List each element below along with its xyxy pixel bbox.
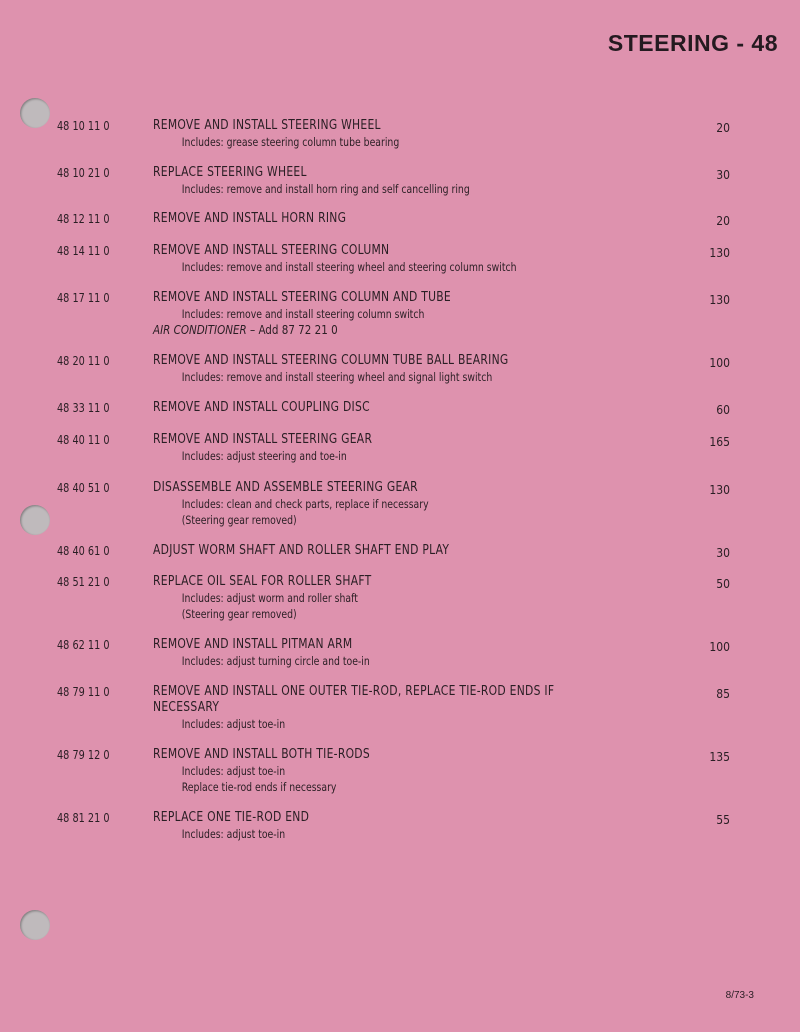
punch-hole <box>20 910 50 940</box>
operation-title: REMOVE AND INSTALL STEERING COLUMN TUBE BALL BEARING <box>153 353 509 368</box>
time-value: 135 <box>709 750 730 764</box>
operation-code: 48 79 11 0 <box>57 685 110 699</box>
operation-note: Includes: remove and install steering wheel and signal light switch <box>181 370 493 384</box>
operation-code: 48 12 11 0 <box>57 212 110 226</box>
operation-title: ADJUST WORM SHAFT AND ROLLER SHAFT END PLAY <box>153 543 450 558</box>
operation-code: 48 79 12 0 <box>57 748 110 762</box>
operation-title: REMOVE AND INSTALL STEERING WHEEL <box>153 118 381 133</box>
time-value: 50 <box>716 577 730 591</box>
page-reference: 8/73-3 <box>725 990 754 1001</box>
punch-hole <box>20 98 50 128</box>
time-value: 60 <box>716 403 730 417</box>
operation-note: Includes: adjust worm and roller shaft <box>181 591 358 605</box>
operation-title: REPLACE OIL SEAL FOR ROLLER SHAFT <box>153 574 372 589</box>
time-value: 55 <box>716 813 730 827</box>
punch-hole <box>20 505 50 535</box>
time-value: 30 <box>716 168 730 182</box>
operation-code: 48 17 11 0 <box>57 291 110 305</box>
operation-note: Includes: adjust toe-in <box>181 717 286 731</box>
operation-title: DISASSEMBLE AND ASSEMBLE STEERING GEAR <box>153 480 418 495</box>
operation-code: 48 14 11 0 <box>57 244 110 258</box>
time-value: 85 <box>716 687 730 701</box>
operation-title: REMOVE AND INSTALL ONE OUTER TIE-ROD, REPLACE TIE-ROD ENDS IF NECESSARY <box>153 684 555 715</box>
time-value: 20 <box>716 121 730 135</box>
operation-title: REMOVE AND INSTALL PITMAN ARM <box>153 637 353 652</box>
air-conditioner-text: – Add 87 72 21 0 <box>246 322 338 337</box>
operation-code: 48 10 11 0 <box>57 119 110 133</box>
operation-title: REMOVE AND INSTALL STEERING GEAR <box>153 432 373 447</box>
time-value: 130 <box>709 483 730 497</box>
operation-note: (Steering gear removed) <box>181 607 297 621</box>
operation-title: REMOVE AND INSTALL STEERING COLUMN AND TUBE <box>153 290 452 305</box>
operation-note: Includes: adjust toe-in <box>181 827 286 841</box>
operation-title: REPLACE ONE TIE-ROD END <box>153 810 310 825</box>
operation-note: Includes: adjust toe-in <box>181 764 286 778</box>
operation-code: 48 10 21 0 <box>57 166 110 180</box>
operation-note: Includes: remove and install steering column switch <box>181 307 425 321</box>
operation-code: 48 20 11 0 <box>57 354 110 368</box>
operation-note: Replace tie-rod ends if necessary <box>181 780 337 794</box>
operation-note: Includes: grease steering column tube bearing <box>181 135 400 149</box>
operation-title: REMOVE AND INSTALL STEERING COLUMN <box>153 243 390 258</box>
operation-note: Includes: remove and install steering wheel and steering column switch <box>181 260 517 274</box>
air-conditioner-label: AIR CONDITIONER <box>153 322 247 337</box>
operation-title: REMOVE AND INSTALL HORN RING <box>153 211 347 226</box>
operation-code: 48 33 11 0 <box>57 401 110 415</box>
operation-code: 48 40 61 0 <box>57 544 110 558</box>
operation-note: (Steering gear removed) <box>181 513 297 527</box>
operation-note: Includes: remove and install horn ring and self cancelling ring <box>181 182 470 196</box>
air-conditioner-note <box>153 322 604 338</box>
operation-code: 48 51 21 0 <box>57 575 110 589</box>
page-title: STEERING - 48 <box>607 30 778 56</box>
operation-code: 48 40 51 0 <box>57 481 110 495</box>
time-value: 165 <box>709 435 730 449</box>
operation-note: Includes: adjust steering and toe-in <box>181 449 347 463</box>
time-value: 100 <box>709 640 730 654</box>
operation-title: REPLACE STEERING WHEEL <box>153 165 307 180</box>
time-value: 130 <box>709 293 730 307</box>
operation-note: Includes: adjust turning circle and toe-in <box>181 654 370 668</box>
time-value: 30 <box>716 546 730 560</box>
operation-code: 48 40 11 0 <box>57 433 110 447</box>
time-value: 100 <box>709 356 730 370</box>
operation-title: REMOVE AND INSTALL BOTH TIE-RODS <box>153 747 370 762</box>
operation-code: 48 62 11 0 <box>57 638 110 652</box>
time-value: 20 <box>716 214 730 228</box>
operation-code: 48 81 21 0 <box>57 811 110 825</box>
time-value: 130 <box>709 246 730 260</box>
operation-title: REMOVE AND INSTALL COUPLING DISC <box>153 400 370 415</box>
operation-note: Includes: clean and check parts, replace if necessary <box>181 497 429 511</box>
